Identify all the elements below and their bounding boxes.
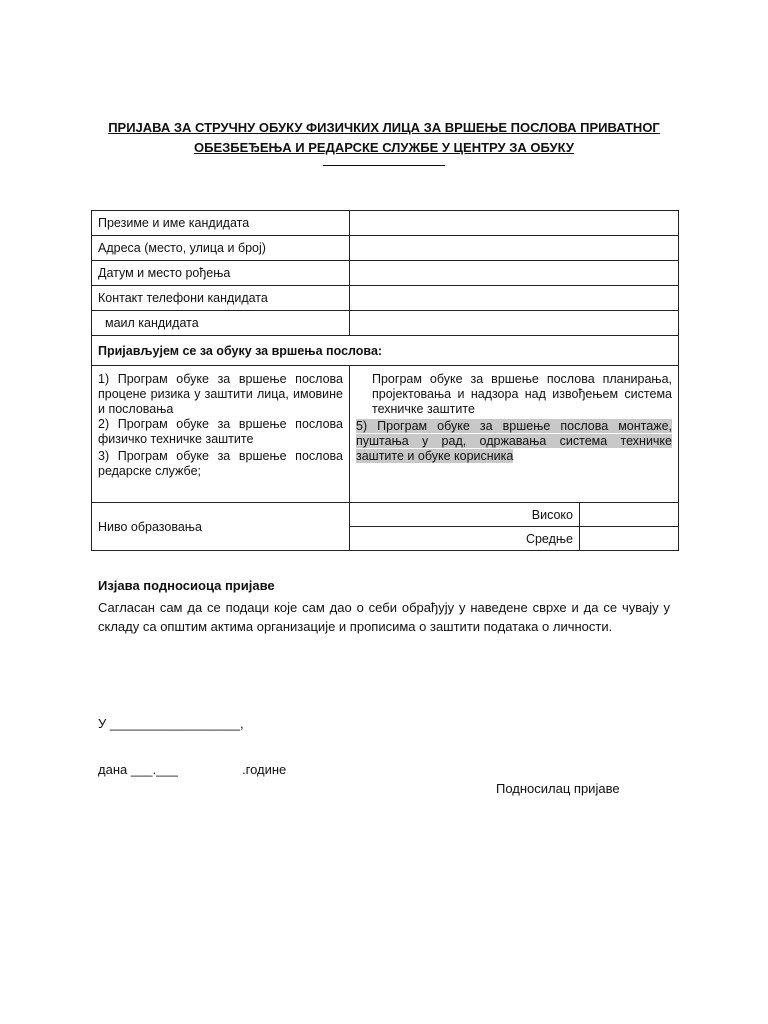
field-label: маил кандидата [92, 311, 350, 336]
year-label: .године [242, 762, 287, 777]
date-line[interactable]: дана ___.___ [98, 762, 178, 777]
program-option[interactable]: 2) Програм обуке за вршење послова физичко техничке заштите [98, 417, 343, 446]
name-input[interactable] [350, 211, 679, 236]
field-row-name [92, 211, 679, 236]
phone-input[interactable] [350, 286, 679, 311]
application-form-table [91, 210, 679, 551]
education-level-label: Средње [350, 527, 580, 551]
section-heading: Пријављујем се за обуку за вршења послова: [92, 336, 679, 366]
birth-input[interactable] [350, 261, 679, 286]
email-input[interactable] [350, 311, 679, 336]
education-secondary-checkbox[interactable] [580, 527, 679, 551]
program-option[interactable]: Програм обуке за вршење послова планирања, пројектовања и надзора над извођењем система техничке заштите [372, 372, 672, 416]
section-heading-row [92, 336, 679, 366]
declaration-text: Сагласан сам да се подаци које сам дао о себи обрађују у наведене сврхе и да се чувају у складу са општим актима организације и прописима о заштити података о личности. [98, 600, 670, 634]
field-row-email [92, 311, 679, 336]
program-option-text: 5) Програм обуке за вршење послова монтаже, пуштања у рад, одржавања система техничке заштите и обуке корисника [356, 419, 672, 463]
declaration-title: Изјава подносиоца пријаве [98, 578, 275, 593]
field-row-birth [92, 261, 679, 286]
field-label: Контакт телефони кандидата [92, 286, 350, 311]
applicant-signature-label: Подносилац пријаве [496, 781, 620, 796]
title-underline [323, 165, 445, 166]
field-label: Адреса (место, улица и број) [92, 236, 350, 261]
field-row-address [92, 236, 679, 261]
programs-right-cell [350, 366, 679, 503]
program-option[interactable]: 1) Програм обуке за вршење послова процене ризика у заштити лица, имовине и пословања [98, 372, 343, 416]
programs-row [92, 366, 679, 503]
education-level-label: Високо [350, 503, 580, 527]
program-option[interactable]: 3) Програм обуке за вршење послова редарске службе; [98, 449, 343, 478]
education-label: Ниво образовања [92, 503, 350, 551]
address-input[interactable] [350, 236, 679, 261]
programs-left-cell [92, 366, 350, 503]
place-line[interactable]: У __________________, [98, 716, 244, 731]
field-row-phone [92, 286, 679, 311]
program-option-highlighted[interactable] [356, 419, 672, 464]
education-high-checkbox[interactable] [580, 503, 679, 527]
education-row-high [92, 503, 679, 527]
field-label: Презиме и име кандидата [92, 211, 350, 236]
field-label: Датум и место рођења [92, 261, 350, 286]
document-title: ПРИЈАВА ЗА СТРУЧНУ ОБУКУ ФИЗИЧКИХ ЛИЦА ЗА ВРШЕЊЕ ПОСЛОВА ПРИВАТНОГ ОБЕЗБЕЂЕЊА И РЕДАРСКЕ СЛУЖБЕ У ЦЕНТРУ ЗА ОБУКУ [108, 120, 660, 155]
